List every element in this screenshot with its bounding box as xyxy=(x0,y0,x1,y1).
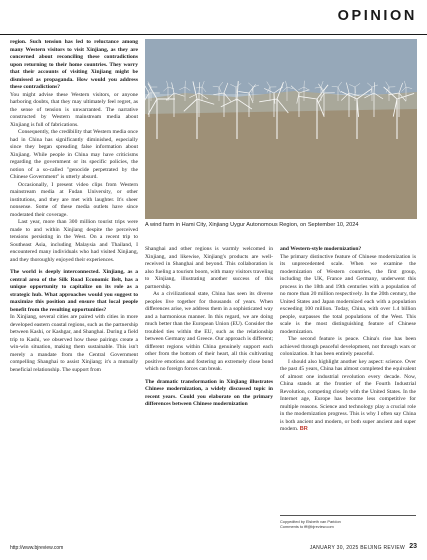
copyeditor-line: Copyedited by Elsbeth van Paridon xyxy=(280,519,341,524)
interview-question: The dramatic transformation in Xinjiang illustrates Chinese modernization, a widely discussed topic in recent years. Could you elaborate on the primary differences between Chinese modernization xyxy=(145,378,273,407)
interview-question: region. Such tension has led to reluctance among many Western visitors to visit Xinjiang, as they are concerned about reconciling these contradictions upon returning to their home countries. They worry that their accounts of visiting Xinjiang might be dismissed as propaganda. How would you address these contradictions? xyxy=(10,39,138,90)
comments-line: Comments to fff@bjreview.com xyxy=(280,524,334,529)
answer-paragraph: Last year, more than 300 million tourist trips were made to and within Xinjiang despite the perceived tensions persisting in the West. On a recent trip to Southeast Asia, including Malaysia and Thailand, I encountered many individuals who had visited Xinjiang, and they thoroughly enjoyed their experiences. xyxy=(10,219,138,263)
answer-paragraph xyxy=(280,359,416,434)
issue-date: JANUARY 30, 2025 BEIJING REVIEW xyxy=(309,545,405,551)
page-header xyxy=(0,0,427,35)
end-mark: BR xyxy=(299,426,308,432)
answer-paragraph: In Xinjiang, several cities are paired with cities in more developed eastern coastal regions, such as the partnership between Kashi, or Kashgar, and Shanghai. During a field trip to Kashi, we observed how these pairings create a win-win situation, making them sustainable. This isn't merely a mandate from the Central Government compelling Shanghai to assist Xinjiang; it's a mutually beneficial relationship. The support from xyxy=(10,314,138,373)
answer-paragraph: You might advise these Western visitors, or anyone harboring doubts, that they may ultimately feel regret, as the sense of tension is unwarranted. The narrative constructed by Western mainstream media about Xinjiang is full of fabrications. xyxy=(10,91,138,128)
wind-farm-illustration xyxy=(145,39,417,219)
answer-paragraph: As a civilizational state, China has seen its diverse peoples live together for thousands of years. When differences arise, we address them in a sophisticated way and a harmonious manner. In this regard, we are doing much better than the European Union (EU). Consider the troubled ties within the EU, such as the relationship between Germany and Greece. Our approach is different; different regions within China genuinely support each other from the bottom of their heart, all this cultivating positive emotions and fostering an extremely close bond which no foreign forces can break. xyxy=(145,291,273,372)
answer-text: I should also highlight another key aspect: science. Over the past 45 years, China has almost completed the equivalent of almost one industrial revolution every decade. Now, China stands at the frontier of the Fourth Industrial Revolution, competing closely with the United States. In the Internet age, Europe has become less competitive for multiple reasons. Science and technology play a crucial role in the modernization progress. This is why I often say China is both ancient and modern, or both super ancient and super modern. xyxy=(280,358,416,432)
interview-question: The world is deeply interconnected. Xinjiang, as a central area of the Silk Road Economic Belt, has a unique opportunity to capitalize on its role as a strategic hub. What approaches would you suggest to maximize this position and ensure that local people benefit from the resulting opportunities? xyxy=(10,269,138,313)
section-label: OPINION xyxy=(337,8,417,24)
text-column-2 xyxy=(145,246,273,409)
answer-paragraph: The second feature is peace. China's rise has been achieved through peaceful development, not through wars or colonization. It has been entirely peaceful. xyxy=(280,336,416,357)
text-column-3 xyxy=(280,246,416,434)
website-url[interactable]: http://www.bjreview.com xyxy=(10,545,64,551)
answer-paragraph: Consequently, the credibility that Western media once had in China has significantly diminished, especially since they began spreading false information about Xinjiang. While people in China may have criticisms regarding the government or its specific policies, the notion of a so-called "genocide perpetrated by the Chinese Government" is utterly absurd. xyxy=(10,129,138,180)
article-credit xyxy=(280,515,416,529)
desert-ground xyxy=(145,109,417,219)
wind-farm-photo xyxy=(145,39,417,219)
answer-paragraph: Occasionally, I present video clips from Western mainstream media at Fudan University, or other institutions, and they are met with laughter. It's sheer nonsense. Some of these media outlets have since moderated their coverage. xyxy=(10,181,138,218)
answer-paragraph: Shanghai and other regions is warmly welcomed in Xinjiang, and likewise, Xinjiang's products are well-received in Shanghai and beyond. This collaboration is also fueling a tourism boom, with many visitors traveling to Xinjiang, illustrating another success of this partnership. xyxy=(145,246,273,290)
page-number: 23 xyxy=(409,543,417,550)
interview-question: and Western-style modernization? xyxy=(280,246,362,252)
photo-caption: A wind farm in Hami City, Xinjiang Uygur Autonomous Region, on September 10, 2024 xyxy=(145,222,359,228)
text-column-1 xyxy=(10,39,138,374)
answer-paragraph: The primary distinctive feature of Chinese modernization is its unprecedented scale. When we examine the modernization of Western countries, the first group, including the UK, France and Germany, underwent this process in the 18th and 19th centuries with a population of no more than 20 million respectively. In the 20th century, the United States and Japan modernized each with a population exceeding 100 million. Today, China, with over 1.4 billion people, surpasses the total populations of the West. This scale is the most distinguishing feature of Chinese modernization. xyxy=(280,253,416,335)
page-footer xyxy=(10,545,417,555)
